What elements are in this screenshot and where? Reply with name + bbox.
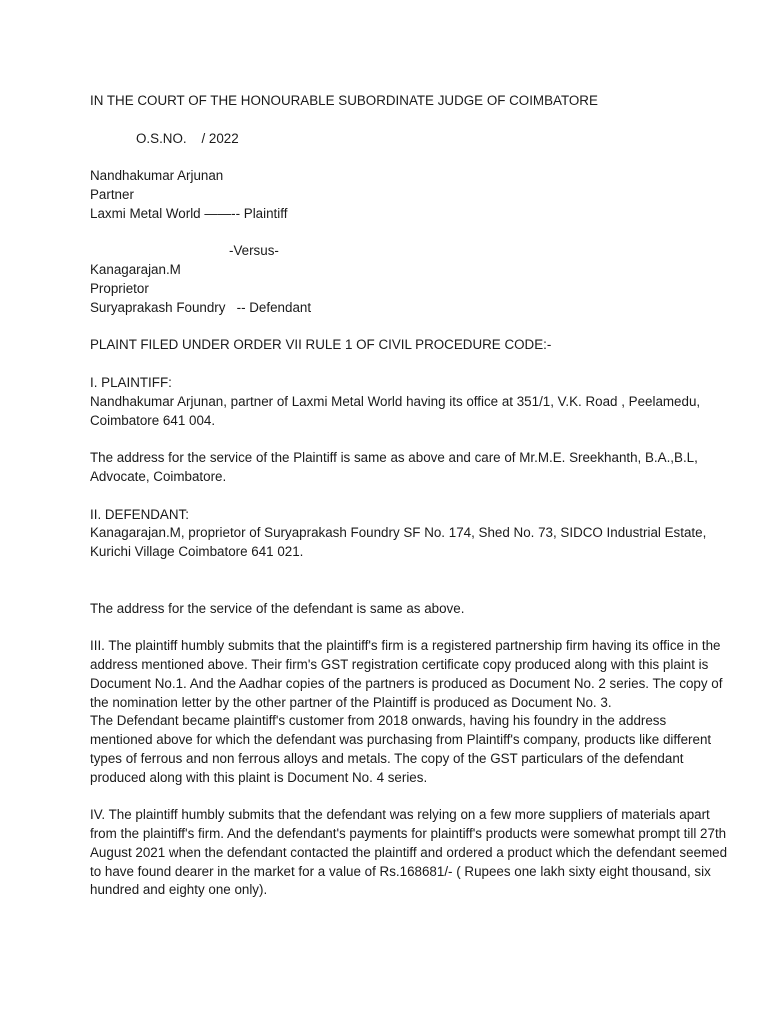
section-three	[90, 637, 730, 787]
court-title: IN THE COURT OF THE HONOURABLE SUBORDINATE JUDGE OF COIMBATORE	[90, 93, 598, 108]
section-three-para-2: The Defendant became plaintiff's customer from 2018 onwards, having his foundry in the address mentioned above for which the defendant was purchasing from Plaintiff's company, products like different types of ferrous and non ferrous alloys and metals. The copy of the GST particulars of the defendant produced along with this plaint is Document No. 4 series.	[90, 713, 712, 785]
defendant-role: Proprietor	[90, 280, 149, 296]
defendant-address: Kanagarajan.M, proprietor of Suryaprakash Foundry SF No. 174, Shed No. 73, SIDCO Industrial Estate, Kurichi Village Coimbatore 641 021.	[90, 525, 707, 560]
case-number: O.S.NO. / 2022	[136, 130, 239, 146]
defendant-firm: Suryaprakash Foundry -- Defendant	[90, 299, 312, 315]
section-four-para-1: IV. The plaintiff humbly submits that the defendant was relying on a few more suppliers of materials apart from the plaintiff's firm. And the defendant's payments for plaintiff's products were somewhat prompt till 27th August 2021 when the defendant contacted the plaintiff and ordered a product which the defendant seemed to have found dearer in the market for a value of Rs.168681/- ( Rupees one lakh sixty eight thousand, six hundred and eighty one only).	[90, 807, 728, 898]
document-page	[90, 92, 730, 900]
plaintiff-block	[90, 167, 730, 223]
section-four	[90, 806, 730, 900]
section-plaintiff	[90, 374, 730, 430]
section-defendant-heading: II. DEFENDANT:	[90, 506, 189, 522]
plaintiff-role: Partner	[90, 186, 134, 202]
defendant-name: Kanagarajan.M	[90, 262, 181, 278]
defendant-block	[90, 261, 730, 317]
plaintiff-firm: Laxmi Metal World ——-- Plaintiff	[90, 205, 288, 221]
section-three-para-1: III. The plaintiff humbly submits that the plaintiff's firm is a registered partnership firm having its office in the address mentioned above. Their firm's GST registration certificate copy produced along with this plaint is Document No.1. And the Aadhar copies of the partners is produced as Document No. 2 series. The copy of the nomination letter by the other partner of the Plaintiff is produced as Document No. 3.	[90, 638, 723, 710]
versus-label: -Versus-	[229, 243, 279, 259]
section-plaintiff-heading: I. PLAINTIFF:	[90, 374, 172, 390]
plaintiff-service-address: The address for the service of the Plaintiff is same as above and care of Mr.M.E. Sreekhanth, B.A.,B.L, Advocate, Coimbatore.	[90, 450, 698, 484]
defendant-service-address: The address for the service of the defendant is same as above.	[90, 600, 465, 616]
section-defendant	[90, 506, 730, 562]
plaintiff-name: Nandhakumar Arjunan	[90, 168, 224, 184]
plaint-heading: PLAINT FILED UNDER ORDER VII RULE 1 OF CIVIL PROCEDURE CODE:-	[90, 337, 552, 353]
plaintiff-address: Nandhakumar Arjunan, partner of Laxmi Metal World having its office at 351/1, V.K. Road , Peelamedu, Coimbatore 641 004.	[90, 393, 701, 428]
